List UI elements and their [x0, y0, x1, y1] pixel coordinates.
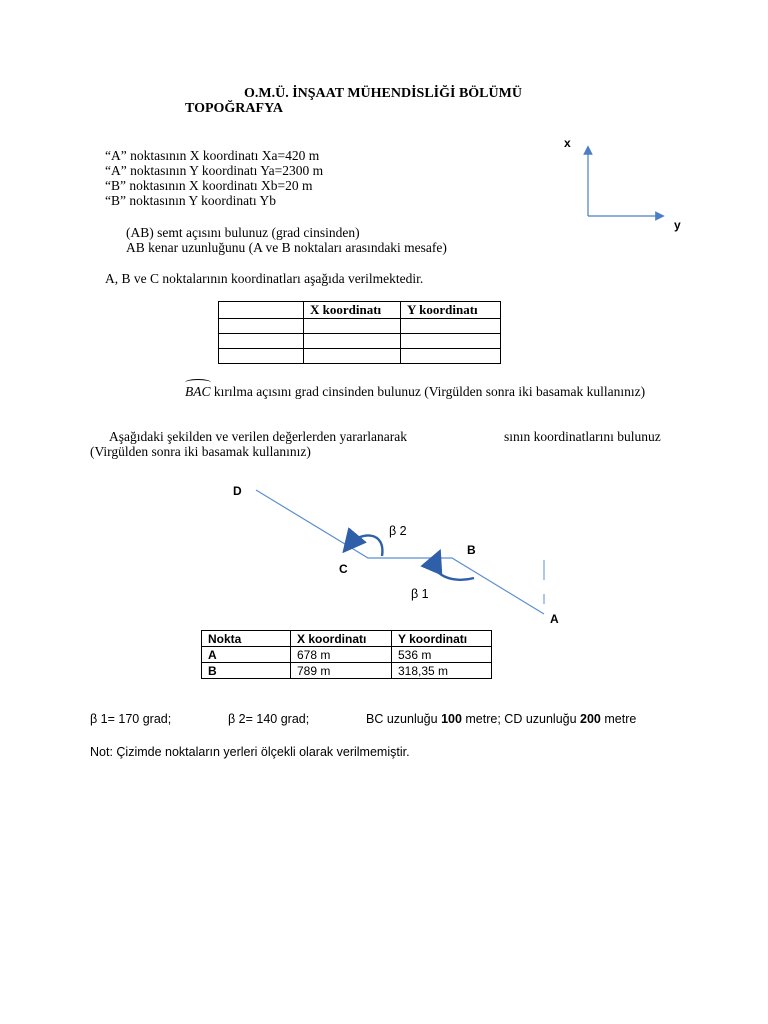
point-b-label: B	[467, 543, 476, 557]
y-axis-label: y	[674, 218, 681, 232]
table1-header-y: Y koordinatı	[401, 302, 501, 319]
table2-header-y: Y koordinatı	[392, 631, 492, 647]
note: Not: Çizimde noktaların yerleri ölçekli olarak verilmemiştir.	[90, 745, 410, 759]
table-row	[219, 334, 501, 349]
given-line-1: “A” noktasının X koordinatı Xa=420 m	[105, 148, 320, 163]
bac-symbol: BAC	[185, 384, 211, 399]
x-axis-label: x	[564, 136, 571, 150]
coordinates-table-given	[201, 630, 492, 679]
table-row: B 789 m 318,35 m	[202, 663, 492, 679]
section2-line1-a: Aşağıdaki şekilden ve verilen değerlerden yararlanarak	[109, 429, 407, 444]
section2-line1-b: sının koordinatlarını bulunuz	[504, 429, 661, 444]
beta2-arc	[350, 535, 382, 556]
table2-header-x: X koordinatı	[291, 631, 392, 647]
table-row	[219, 319, 501, 334]
page-subtitle: TOPOĞRAFYA	[185, 101, 284, 116]
bac-question	[185, 384, 645, 399]
point-a-label: A	[550, 612, 559, 626]
beta1-value: β 1= 170 grad;	[90, 712, 172, 726]
question-1: (AB) semt açısını bulunuz (grad cinsinden)	[126, 225, 360, 240]
traverse-figure	[230, 480, 570, 630]
table1-header-x: X koordinatı	[304, 302, 401, 319]
beta2-label: β 2	[389, 524, 407, 538]
question-2: AB kenar uzunluğunu (A ve B noktaları arasındaki mesafe)	[126, 240, 447, 255]
beta1-label: β 1	[411, 587, 429, 601]
coordinates-table-empty	[218, 301, 501, 364]
table1-header-empty	[219, 302, 304, 319]
traverse-line	[256, 490, 544, 614]
given-line-4: “B” noktasının Y koordinatı Yb	[105, 193, 276, 208]
point-d-label: D	[233, 484, 242, 498]
given-line-2: “A” noktasının Y koordinatı Ya=2300 m	[105, 163, 324, 178]
beta2-value: β 2= 140 grad;	[228, 712, 310, 726]
table2-header-nokta: Nokta	[202, 631, 291, 647]
given-line-3: “B” noktasının X koordinatı Xb=20 m	[105, 178, 313, 193]
section2-line2: (Virgülden sonra iki basamak kullanınız)	[90, 444, 311, 459]
lengths-value: BC uzunluğu 100 metre; CD uzunluğu 200 metre	[366, 712, 637, 726]
bac-text: kırılma açısını grad cinsinden bulunuz (Virgülden sonra iki basamak kullanınız)	[213, 384, 646, 399]
beta1-arc	[435, 560, 474, 580]
page-title: O.M.Ü. İNŞAAT MÜHENDİSLİĞİ BÖLÜMÜ	[244, 86, 522, 101]
table-row	[219, 349, 501, 364]
coord-intro: A, B ve C noktalarının koordinatları aşağıda verilmektedir.	[105, 271, 424, 286]
table-row: A 678 m 536 m	[202, 647, 492, 663]
point-c-label: C	[339, 562, 348, 576]
